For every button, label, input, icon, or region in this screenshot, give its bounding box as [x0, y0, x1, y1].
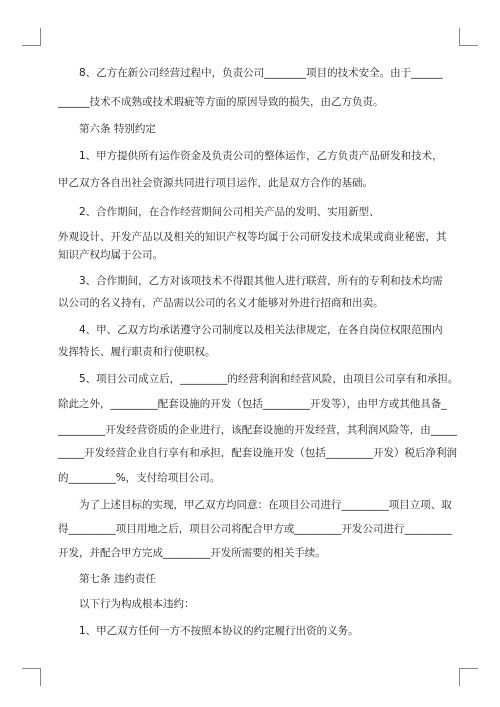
crop-mark-bottom-right-h [460, 668, 478, 669]
doc-line: 3、合作期间，乙方对该项技术不得跟其他人进行联营，所有的专利和技术均需 [58, 275, 443, 287]
doc-line: 外观设计、开发产品以及相关的知识产权等均属于公司研发技术成果或商业秘密，其 [58, 231, 447, 243]
doc-line: 5、项目公司成立后，_________的经营利润和经营风险，由项目公司享有和承担。 [58, 373, 459, 385]
doc-line: 知识产权均属于公司。 [58, 249, 163, 261]
doc-line: 的_________%，支付给项目公司。 [58, 472, 221, 484]
doc-line: 2、合作期间，在合作经营期间公司相关产品的发明、实用新型、 [58, 206, 380, 218]
crop-mark-bottom-left-h [22, 668, 40, 669]
crop-mark-top-right-v [459, 28, 460, 46]
doc-line: ______技术不成熟或技术瑕疵等方面的原因导致的损失，由乙方负责。 [58, 96, 384, 108]
doc-line: 8、乙方在新公司经营过程中，负责公司________项目的技术安全。由于______ [58, 67, 443, 79]
doc-line: 4、甲、乙双方均承诺遵守公司制度以及相关法律规定，在各自岗位权限范围内 [58, 324, 443, 336]
section-heading: 第七条 违约责任 [58, 573, 156, 585]
doc-line: 1、甲方提供所有运作资金及负责公司的整体运作，乙方负责产品研发和技术， [58, 150, 443, 162]
doc-line: _____开发经营企业自行享有和承担，配套设施开发（包括_________开发）税后净利润 [58, 447, 457, 459]
doc-line: 为了上述目标的实现，甲乙双方均同意：在项目公司进行_________项目立项、取 [58, 499, 452, 511]
crop-mark-bottom-left-v [40, 668, 41, 686]
doc-line: 除此之外，_________配套设施的开发（包括_________开发等），由甲方或其他具备_ [58, 398, 447, 410]
doc-line: 开发，并配合甲方完成_________开发所需要的相关手续。 [58, 547, 326, 559]
doc-line: 1、甲乙双方任何一方不按照本协议的约定履行出资的义务。 [58, 625, 359, 637]
crop-mark-top-right-h [460, 45, 478, 46]
crop-mark-top-left-v [40, 28, 41, 46]
crop-mark-top-left-h [22, 45, 40, 46]
doc-line: _________开发经营资质的企业进行，该配套设施的开发经营，其利润风险等，由_____ [58, 424, 457, 436]
doc-line: 得_________项目用地之后，项目公司将配合甲方或_________开发公司进行_________ [58, 523, 452, 535]
doc-line: 甲乙双方各自出社会资源共同进行项目运作，此是双方合作的基础。 [58, 177, 373, 189]
doc-line: 发挥特长、履行职责和行使职权。 [58, 346, 216, 358]
section-heading: 第六条 特别约定 [58, 123, 156, 135]
doc-line: 以下行为构成根本违约： [58, 598, 195, 610]
crop-mark-bottom-right-v [459, 668, 460, 686]
doc-line: 以公司的名义持有，产品需以公司的名义才能够对外进行招商和出卖。 [58, 297, 384, 309]
